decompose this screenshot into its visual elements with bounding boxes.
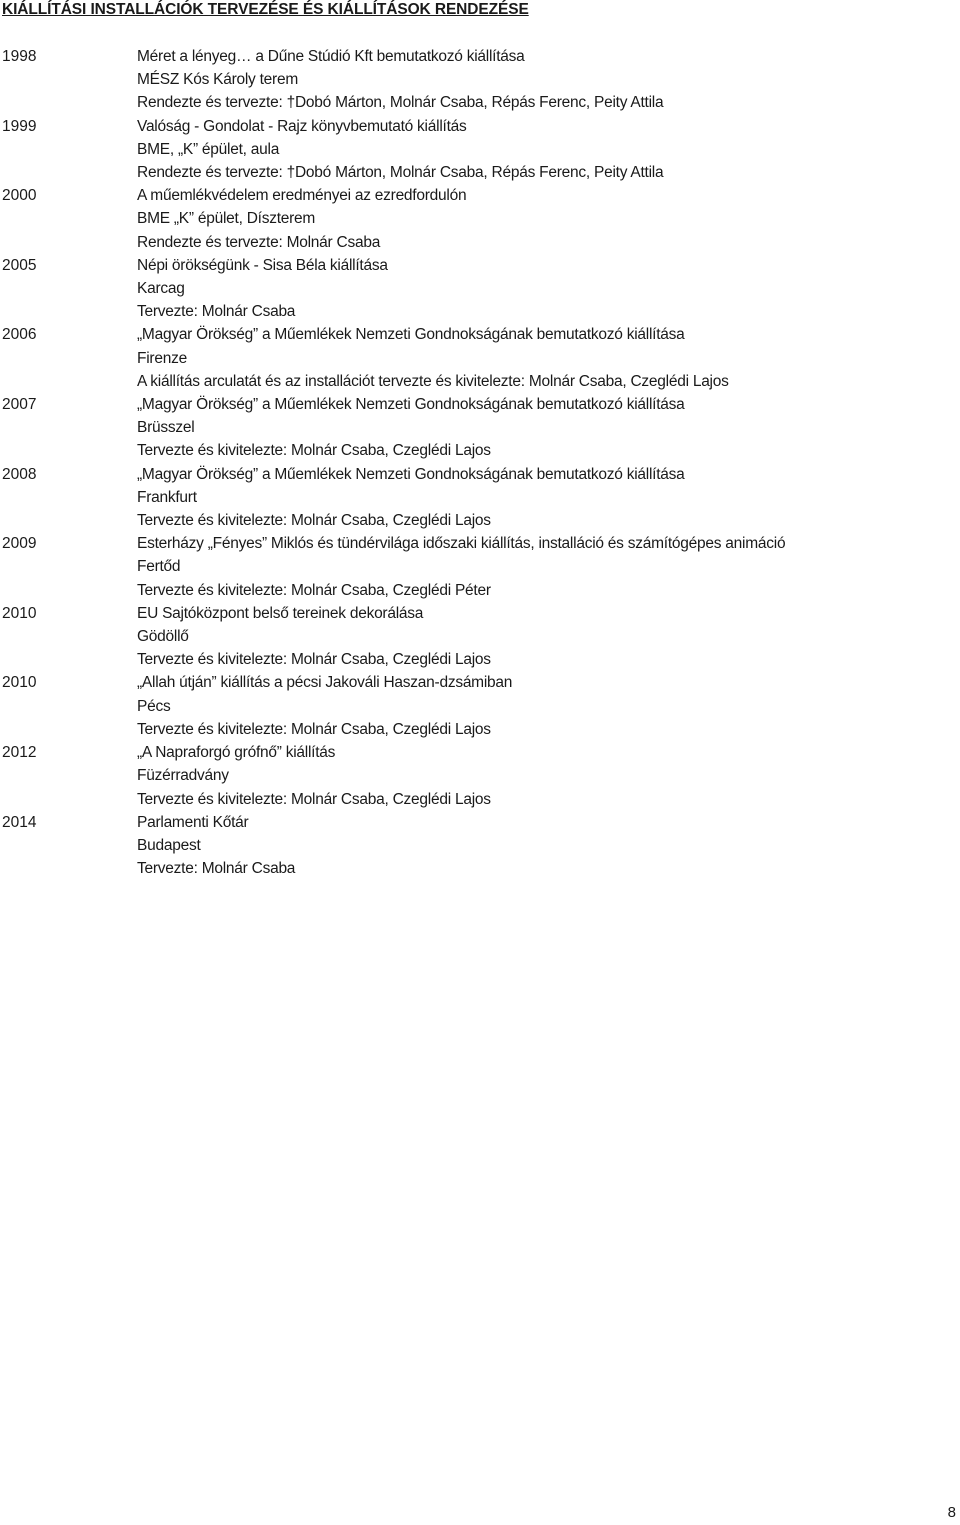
entry-year: 2010: [2, 674, 37, 692]
entry-title: Parlamenti Kőtár: [137, 813, 249, 831]
entry-title: „Allah útján” kiállítás a pécsi Jakováli Haszan-dzsámiban: [137, 674, 513, 692]
entry-credits: Tervezte és kivitelezte: Molnár Csaba, Czeglédi Lajos: [137, 442, 491, 460]
entry-location: Frankfurt: [137, 488, 197, 506]
exhibition-entry: [0, 393, 960, 463]
entry-credits: Rendezte és tervezte: †Dobó Márton, Molnár Csaba, Répás Ferenc, Peity Attila: [137, 164, 664, 182]
entry-location: Füzérradvány: [137, 767, 229, 785]
entry-year: 2014: [2, 813, 37, 831]
entry-location: Fertőd: [137, 558, 181, 576]
entry-year: 2012: [2, 744, 37, 762]
entry-title: „A Napraforgó grófnő” kiállítás: [137, 744, 336, 762]
entry-title: Népi örökségünk - Sisa Béla kiállítása: [137, 256, 388, 274]
exhibition-entry: [0, 671, 960, 741]
exhibition-entry: [0, 254, 960, 324]
entry-year: 2010: [2, 604, 37, 622]
entry-credits: Tervezte: Molnár Csaba: [137, 860, 296, 878]
exhibition-entry: [0, 602, 960, 672]
entry-year: 2006: [2, 326, 37, 344]
exhibition-entry: [0, 532, 960, 602]
entry-title: „Magyar Örökség” a Műemlékek Nemzeti Gondnokságának bemutatkozó kiállítása: [137, 396, 685, 414]
section-heading: KIÁLLÍTÁSI INSTALLÁCIÓK TERVEZÉSE ÉS KIÁLLÍTÁSOK RENDEZÉSE: [2, 1, 529, 18]
exhibition-entry: [0, 741, 960, 811]
entry-location: Firenze: [137, 349, 187, 367]
entry-year: 2007: [2, 396, 37, 414]
entry-year: 1999: [2, 117, 37, 135]
entry-title: „Magyar Örökség” a Műemlékek Nemzeti Gondnokságának bemutatkozó kiállítása: [137, 326, 685, 344]
entry-year: 2008: [2, 465, 37, 483]
entry-credits: Tervezte és kivitelezte: Molnár Csaba, Czeglédi Lajos: [137, 790, 491, 808]
entry-credits: Tervezte és kivitelezte: Molnár Csaba, Czeglédi Lajos: [137, 720, 491, 738]
exhibition-entry: [0, 115, 960, 185]
entry-credits: Tervezte: Molnár Csaba: [137, 303, 296, 321]
entry-location: Gödöllő: [137, 628, 189, 646]
entry-location: MÉSZ Kós Károly terem: [137, 71, 298, 89]
entry-location: Brüsszel: [137, 419, 195, 437]
entry-title: „Magyar Örökség” a Műemlékek Nemzeti Gondnokságának bemutatkozó kiállítása: [137, 465, 685, 483]
entry-credits: Tervezte és kivitelezte: Molnár Csaba, Czeglédi Péter: [137, 581, 491, 599]
exhibition-entry: [0, 184, 960, 254]
entry-title: Méret a lényeg… a Dűne Stúdió Kft bemutatkozó kiállítása: [137, 48, 525, 65]
entry-year: 2005: [2, 256, 37, 274]
entry-credits: Tervezte és kivitelezte: Molnár Csaba, Czeglédi Lajos: [137, 512, 491, 530]
entry-credits: Rendezte és tervezte: †Dobó Márton, Molnár Csaba, Répás Ferenc, Peity Attila: [137, 94, 664, 112]
entry-location: Budapest: [137, 836, 201, 854]
entry-year: 2009: [2, 535, 37, 553]
entry-title: A műemlékvédelem eredményei az ezredfordulón: [137, 187, 467, 205]
entry-year: 2000: [2, 187, 37, 205]
exhibition-list: [0, 45, 960, 880]
entry-location: Pécs: [137, 697, 171, 715]
exhibition-entry: [0, 323, 960, 393]
entry-credits: Rendezte és tervezte: Molnár Csaba: [137, 233, 381, 251]
entry-location: BME, „K” épület, aula: [137, 140, 280, 158]
entry-credits: A kiállítás arculatát és az installációt tervezte és kivitelezte: Molnár Csaba, Czeglédi Lajos: [137, 372, 729, 390]
entry-location: Karcag: [137, 280, 185, 298]
exhibition-entry: [0, 811, 960, 881]
entry-title: Valóság - Gondolat - Rajz könyvbemutató kiállítás: [137, 117, 467, 135]
entry-credits: Tervezte és kivitelezte: Molnár Csaba, Czeglédi Lajos: [137, 651, 491, 669]
exhibition-entry: [0, 45, 960, 115]
entry-title: EU Sajtóközpont belső tereinek dekorálása: [137, 604, 424, 622]
exhibition-entry: [0, 463, 960, 533]
entry-title: Esterházy „Fényes” Miklós és tündérvilága időszaki kiállítás, installáció és számítógépes animáció: [137, 535, 786, 553]
entry-year: 1998: [2, 48, 37, 65]
page-number: 8: [947, 1504, 956, 1521]
entry-location: BME „K” épület, Díszterem: [137, 210, 316, 228]
